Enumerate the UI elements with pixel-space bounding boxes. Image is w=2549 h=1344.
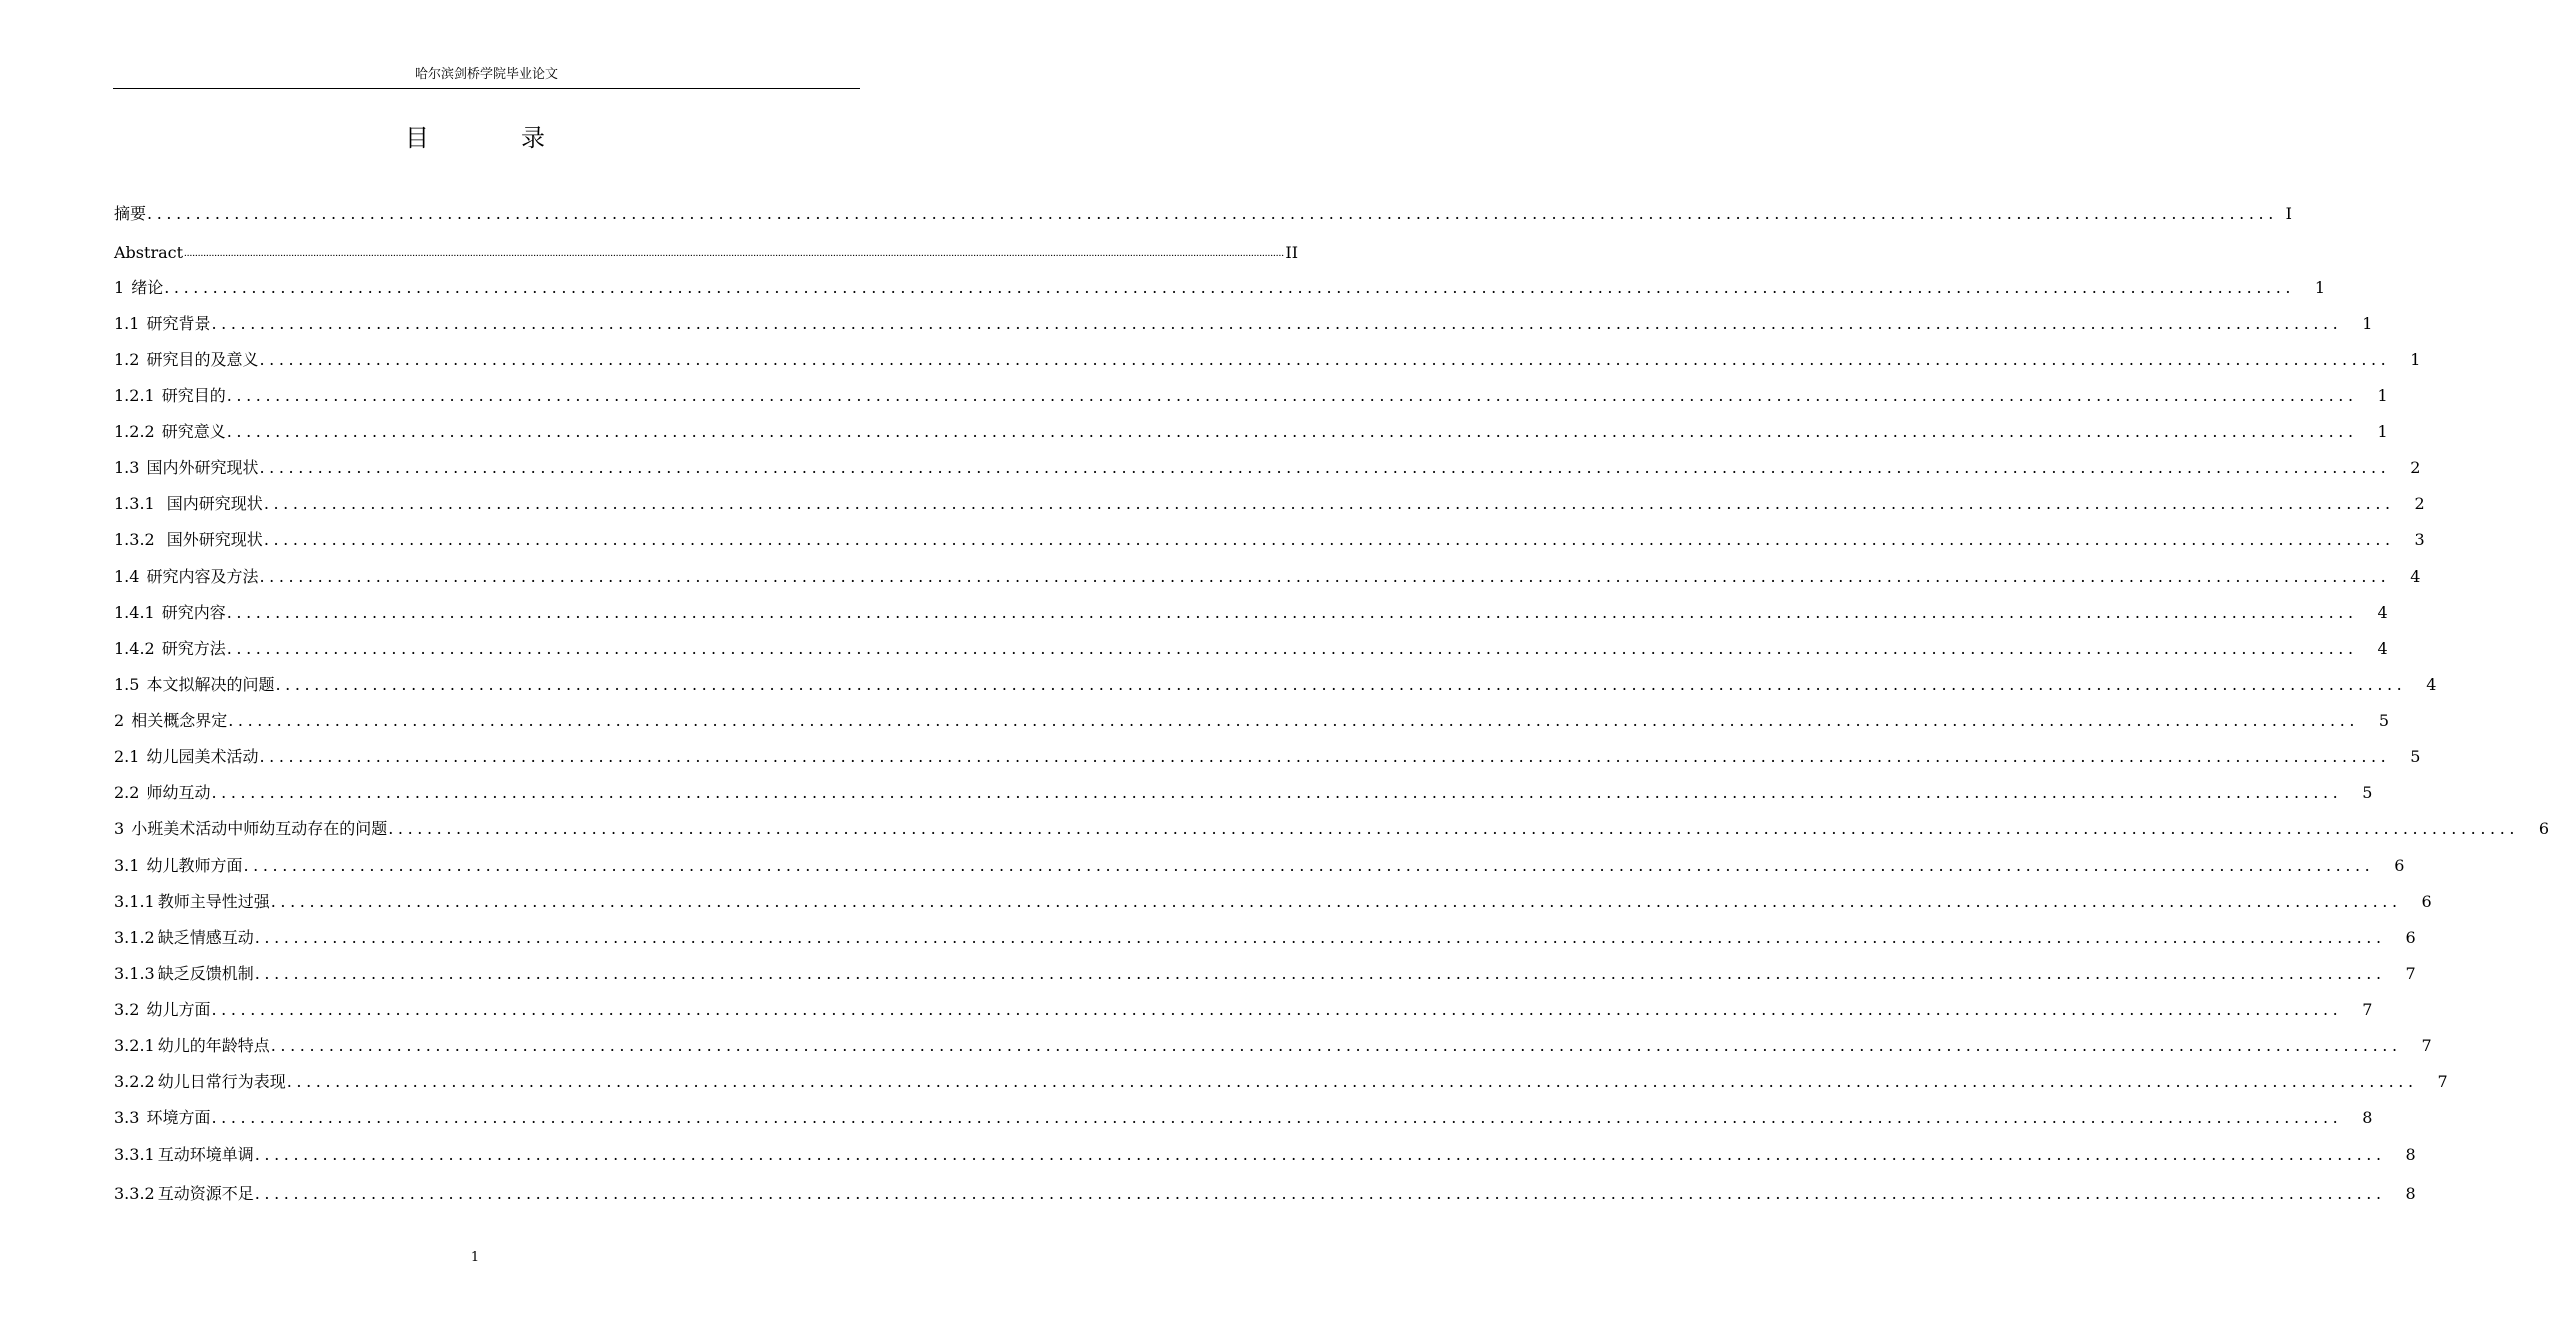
dot-leader: ................................................................................................................................................................................................................................................................................................................................................................................................................ bbox=[184, 247, 1285, 259]
toc-entry-label bbox=[114, 926, 254, 950]
toc-entry[interactable] bbox=[114, 707, 2390, 733]
toc-entry-label bbox=[114, 384, 226, 408]
dot-leader: ............................................................................................................................................................................................................................ bbox=[226, 603, 2358, 622]
toc-entry-title: 互动资源不足 bbox=[157, 1184, 254, 1203]
toc-entry[interactable] bbox=[114, 382, 2388, 408]
toc-entry-page: 2 bbox=[2414, 494, 2425, 513]
toc-entry-number: 3.3 bbox=[114, 1108, 140, 1127]
toc-entry-title: 互动环境单调 bbox=[157, 1145, 254, 1164]
dot-leader: ............................................................................................................................................................................................................................ bbox=[259, 458, 2391, 477]
toc-entry[interactable] bbox=[114, 779, 2373, 805]
toc-entry-label bbox=[114, 601, 226, 625]
toc-entry[interactable] bbox=[114, 1141, 2416, 1167]
toc-entry[interactable] bbox=[114, 635, 2388, 661]
toc-entry-page: 7 bbox=[2421, 1036, 2432, 1055]
toc-entry-number: 1.4.2 bbox=[114, 639, 155, 658]
toc-entry[interactable] bbox=[114, 418, 2388, 444]
toc-entry-label bbox=[114, 348, 258, 372]
toc-entry-number: 1.3 bbox=[114, 458, 140, 477]
toc-entry-title: 环境方面 bbox=[146, 1108, 211, 1127]
toc-entry-title: 国内研究现状 bbox=[161, 494, 263, 513]
toc-entry-page: 1 bbox=[2377, 386, 2388, 405]
toc-entry-label bbox=[114, 998, 210, 1022]
toc-entry[interactable] bbox=[114, 743, 2421, 769]
toc-entry-page: 7 bbox=[2437, 1072, 2448, 1091]
toc-entry-number: 2 bbox=[114, 711, 125, 730]
dot-leader: ............................................................................................................................................................................................................................ bbox=[243, 856, 2375, 875]
toc-entry-page: 3 bbox=[2414, 530, 2425, 549]
toc-entry-number: 3.1.2 bbox=[114, 928, 155, 947]
toc-entry-title: 幼儿园美术活动 bbox=[146, 747, 259, 766]
toc-entry-label bbox=[114, 890, 270, 914]
toc-entry-label bbox=[114, 565, 258, 589]
toc-entry-number: 3.1.1 bbox=[114, 892, 155, 911]
toc-entry-page: 4 bbox=[2426, 675, 2437, 694]
toc-entry-label bbox=[114, 854, 242, 878]
toc-entry-label bbox=[114, 709, 227, 733]
toc-entry-title: 研究目的 bbox=[161, 386, 226, 405]
dot-leader: ............................................................................................................................................................................................................................ bbox=[211, 314, 2343, 333]
toc-entry[interactable] bbox=[114, 996, 2373, 1022]
page-number: 1 bbox=[470, 1250, 480, 1265]
dot-leader: ............................................................................................................................................................................................................................ bbox=[226, 639, 2358, 658]
toc-entry-title: 国内外研究现状 bbox=[146, 458, 259, 477]
toc-entry-label bbox=[114, 781, 210, 805]
toc-entry[interactable] bbox=[114, 346, 2421, 372]
toc-entry-number: 3.3.1 bbox=[114, 1145, 155, 1164]
toc-entry-label bbox=[114, 1143, 254, 1167]
toc-entry-label bbox=[114, 637, 226, 661]
toc-entry-label bbox=[114, 420, 226, 444]
toc-title: 目 录 bbox=[405, 124, 579, 152]
toc-entry-page: 8 bbox=[2405, 1145, 2416, 1164]
dot-leader: ............................................................................................................................................................................................................................ bbox=[147, 204, 2278, 223]
toc-entry-number: 3.1 bbox=[114, 856, 140, 875]
toc-entry-page: 1 bbox=[2362, 314, 2373, 333]
toc-entry-page: 1 bbox=[2410, 350, 2421, 369]
toc-entry-number: 1.3.1 bbox=[114, 494, 155, 513]
toc-entry-label bbox=[114, 312, 210, 336]
toc-entry-title: 本文拟解决的问题 bbox=[146, 675, 275, 694]
toc-entry-page: 7 bbox=[2405, 964, 2416, 983]
toc-entry-title: 研究背景 bbox=[146, 314, 211, 333]
toc-entry-title: 研究内容及方法 bbox=[146, 567, 259, 586]
dot-leader: ............................................................................................................................................................................................................................ bbox=[388, 819, 2520, 838]
toc-entry-page: 5 bbox=[2410, 747, 2421, 766]
toc-entry-title: 研究方法 bbox=[161, 639, 226, 658]
toc-entry[interactable] bbox=[114, 1180, 2416, 1206]
dot-leader: ............................................................................................................................................................................................................................ bbox=[270, 892, 2402, 911]
toc-entry[interactable] bbox=[114, 1068, 2448, 1094]
dot-leader: ............................................................................................................................................................................................................................ bbox=[254, 1145, 2386, 1164]
toc-entry[interactable] bbox=[114, 563, 2421, 589]
toc-entry-number: 1.2.1 bbox=[114, 386, 155, 405]
toc-entry-label bbox=[114, 745, 258, 769]
toc-entry[interactable] bbox=[114, 1104, 2373, 1130]
toc-entry-label bbox=[114, 492, 263, 516]
toc-entry-label bbox=[114, 276, 163, 300]
toc-entry[interactable] bbox=[114, 888, 2432, 914]
toc-entry-title: 绪论 bbox=[131, 278, 164, 297]
toc-entry-title: 小班美术活动中师幼互动存在的问题 bbox=[131, 819, 388, 838]
toc-entry-number: 1 bbox=[114, 278, 125, 297]
dot-leader: ............................................................................................................................................................................................................................ bbox=[275, 675, 2407, 694]
dot-leader: ............................................................................................................................................................................................................................ bbox=[270, 1036, 2402, 1055]
toc-entry-title: 缺乏反馈机制 bbox=[157, 964, 254, 983]
toc-entry-title: 国外研究现状 bbox=[161, 530, 263, 549]
header-text: 哈尔滨剑桥学院毕业论文 bbox=[414, 67, 558, 82]
toc-entry-title: 教师主导性过强 bbox=[157, 892, 270, 911]
toc-entry-label bbox=[114, 673, 274, 697]
toc-entry-number: 3.2 bbox=[114, 1000, 140, 1019]
toc-entry-label bbox=[114, 1182, 254, 1206]
toc-entry-number: 3.3.2 bbox=[114, 1184, 155, 1203]
toc-entry-page: 6 bbox=[2538, 819, 2549, 838]
toc-entry-page: 7 bbox=[2362, 1000, 2373, 1019]
toc-entry[interactable] bbox=[114, 671, 2437, 697]
toc-entry[interactable] bbox=[114, 490, 2425, 516]
toc-entry[interactable] bbox=[114, 239, 1299, 265]
toc-entry-number: 1.3.2 bbox=[114, 530, 155, 549]
dot-leader: ............................................................................................................................................................................................................................ bbox=[228, 711, 2360, 730]
toc-entry-number: 1.2 bbox=[114, 350, 140, 369]
toc-entry-page: 6 bbox=[2405, 928, 2416, 947]
toc-entry-title: Abstract bbox=[114, 243, 184, 262]
toc-entry-page: 4 bbox=[2377, 639, 2388, 658]
toc-entry[interactable] bbox=[114, 1032, 2432, 1058]
toc-entry-label bbox=[114, 456, 258, 480]
toc-entry-page: 2 bbox=[2410, 458, 2421, 477]
toc-entry-number: 1.1 bbox=[114, 314, 140, 333]
dot-leader: ............................................................................................................................................................................................................................ bbox=[263, 494, 2395, 513]
toc-entry-number: 3.2.1 bbox=[114, 1036, 155, 1055]
toc-entry-label bbox=[114, 1106, 210, 1130]
toc-entry-title: 幼儿方面 bbox=[146, 1000, 211, 1019]
toc-entry-page: II bbox=[1285, 243, 1299, 262]
toc-entry-number: 1.4.1 bbox=[114, 603, 155, 622]
toc-entry-page: 1 bbox=[2377, 422, 2388, 441]
toc-entry-label bbox=[114, 528, 263, 552]
dot-leader: ............................................................................................................................................................................................................................ bbox=[164, 278, 2296, 297]
toc-entry-label bbox=[114, 202, 146, 226]
toc-entry-number: 1.4 bbox=[114, 567, 140, 586]
toc-entry-title: 幼儿的年龄特点 bbox=[157, 1036, 270, 1055]
toc-entry-number: 1.5 bbox=[114, 675, 140, 694]
toc-entry-number: 3 bbox=[114, 819, 125, 838]
toc-entry-number: 3.2.2 bbox=[114, 1072, 155, 1091]
dot-leader: ............................................................................................................................................................................................................................ bbox=[254, 964, 2386, 983]
toc-entry[interactable] bbox=[114, 852, 2405, 878]
toc-entry-label bbox=[114, 241, 183, 265]
toc-entry[interactable] bbox=[114, 200, 2292, 226]
toc-entry-title: 研究内容 bbox=[161, 603, 226, 622]
dot-leader: ............................................................................................................................................................................................................................ bbox=[226, 386, 2358, 405]
dot-leader: ............................................................................................................................................................................................................................ bbox=[286, 1072, 2418, 1091]
toc-entry-title: 摘要 bbox=[114, 204, 147, 223]
toc-entry-number: 2.2 bbox=[114, 783, 140, 802]
dot-leader: ............................................................................................................................................................................................................................ bbox=[263, 530, 2395, 549]
toc-entry[interactable] bbox=[114, 454, 2421, 480]
toc-entry[interactable] bbox=[114, 274, 2326, 300]
toc-entry[interactable] bbox=[114, 526, 2425, 552]
toc-entry-page: 6 bbox=[2394, 856, 2405, 875]
toc-entry-title: 缺乏情感互动 bbox=[157, 928, 254, 947]
toc-entry-label bbox=[114, 1070, 286, 1094]
running-header bbox=[113, 66, 860, 89]
dot-leader: ............................................................................................................................................................................................................................ bbox=[211, 1108, 2343, 1127]
toc-entry-page: 8 bbox=[2362, 1108, 2373, 1127]
toc-entry-number: 3.1.3 bbox=[114, 964, 155, 983]
toc-entry-page: 4 bbox=[2410, 567, 2421, 586]
toc-entry-title: 幼儿日常行为表现 bbox=[157, 1072, 286, 1091]
toc-entry-number: 2.1 bbox=[114, 747, 140, 766]
dot-leader: ............................................................................................................................................................................................................................ bbox=[254, 928, 2386, 947]
toc-entry-label bbox=[114, 1034, 270, 1058]
toc-entry-page: I bbox=[2285, 204, 2292, 223]
dot-leader: ............................................................................................................................................................................................................................ bbox=[254, 1184, 2386, 1203]
toc-entry[interactable] bbox=[114, 310, 2373, 336]
toc-entry-page: 6 bbox=[2421, 892, 2432, 911]
dot-leader: ............................................................................................................................................................................................................................ bbox=[259, 747, 2391, 766]
toc-entry-page: 1 bbox=[2314, 278, 2326, 297]
toc-entry-number: 1.2.2 bbox=[114, 422, 155, 441]
toc-entry-page: 5 bbox=[2362, 783, 2373, 802]
toc-entry-title: 幼儿教师方面 bbox=[146, 856, 243, 875]
toc-entry[interactable] bbox=[114, 960, 2416, 986]
toc-entry-title: 研究目的及意义 bbox=[146, 350, 259, 369]
dot-leader: ............................................................................................................................................................................................................................ bbox=[211, 1000, 2343, 1019]
dot-leader: ............................................................................................................................................................................................................................ bbox=[259, 567, 2391, 586]
toc-entry-label bbox=[114, 817, 387, 841]
toc-entry-page: 8 bbox=[2405, 1184, 2416, 1203]
toc-entry[interactable] bbox=[114, 924, 2416, 950]
toc-entry-label bbox=[114, 962, 254, 986]
toc-entry-title: 相关概念界定 bbox=[131, 711, 228, 730]
toc-entry-title: 师幼互动 bbox=[146, 783, 211, 802]
toc-entry-page: 4 bbox=[2377, 603, 2388, 622]
dot-leader: ............................................................................................................................................................................................................................ bbox=[211, 783, 2343, 802]
dot-leader: ............................................................................................................................................................................................................................ bbox=[226, 422, 2358, 441]
toc-entry-title: 研究意义 bbox=[161, 422, 226, 441]
toc-entry[interactable] bbox=[114, 599, 2388, 625]
dot-leader: ............................................................................................................................................................................................................................ bbox=[259, 350, 2391, 369]
toc-entry-page: 5 bbox=[2378, 711, 2390, 730]
toc-entry[interactable] bbox=[114, 815, 2549, 841]
